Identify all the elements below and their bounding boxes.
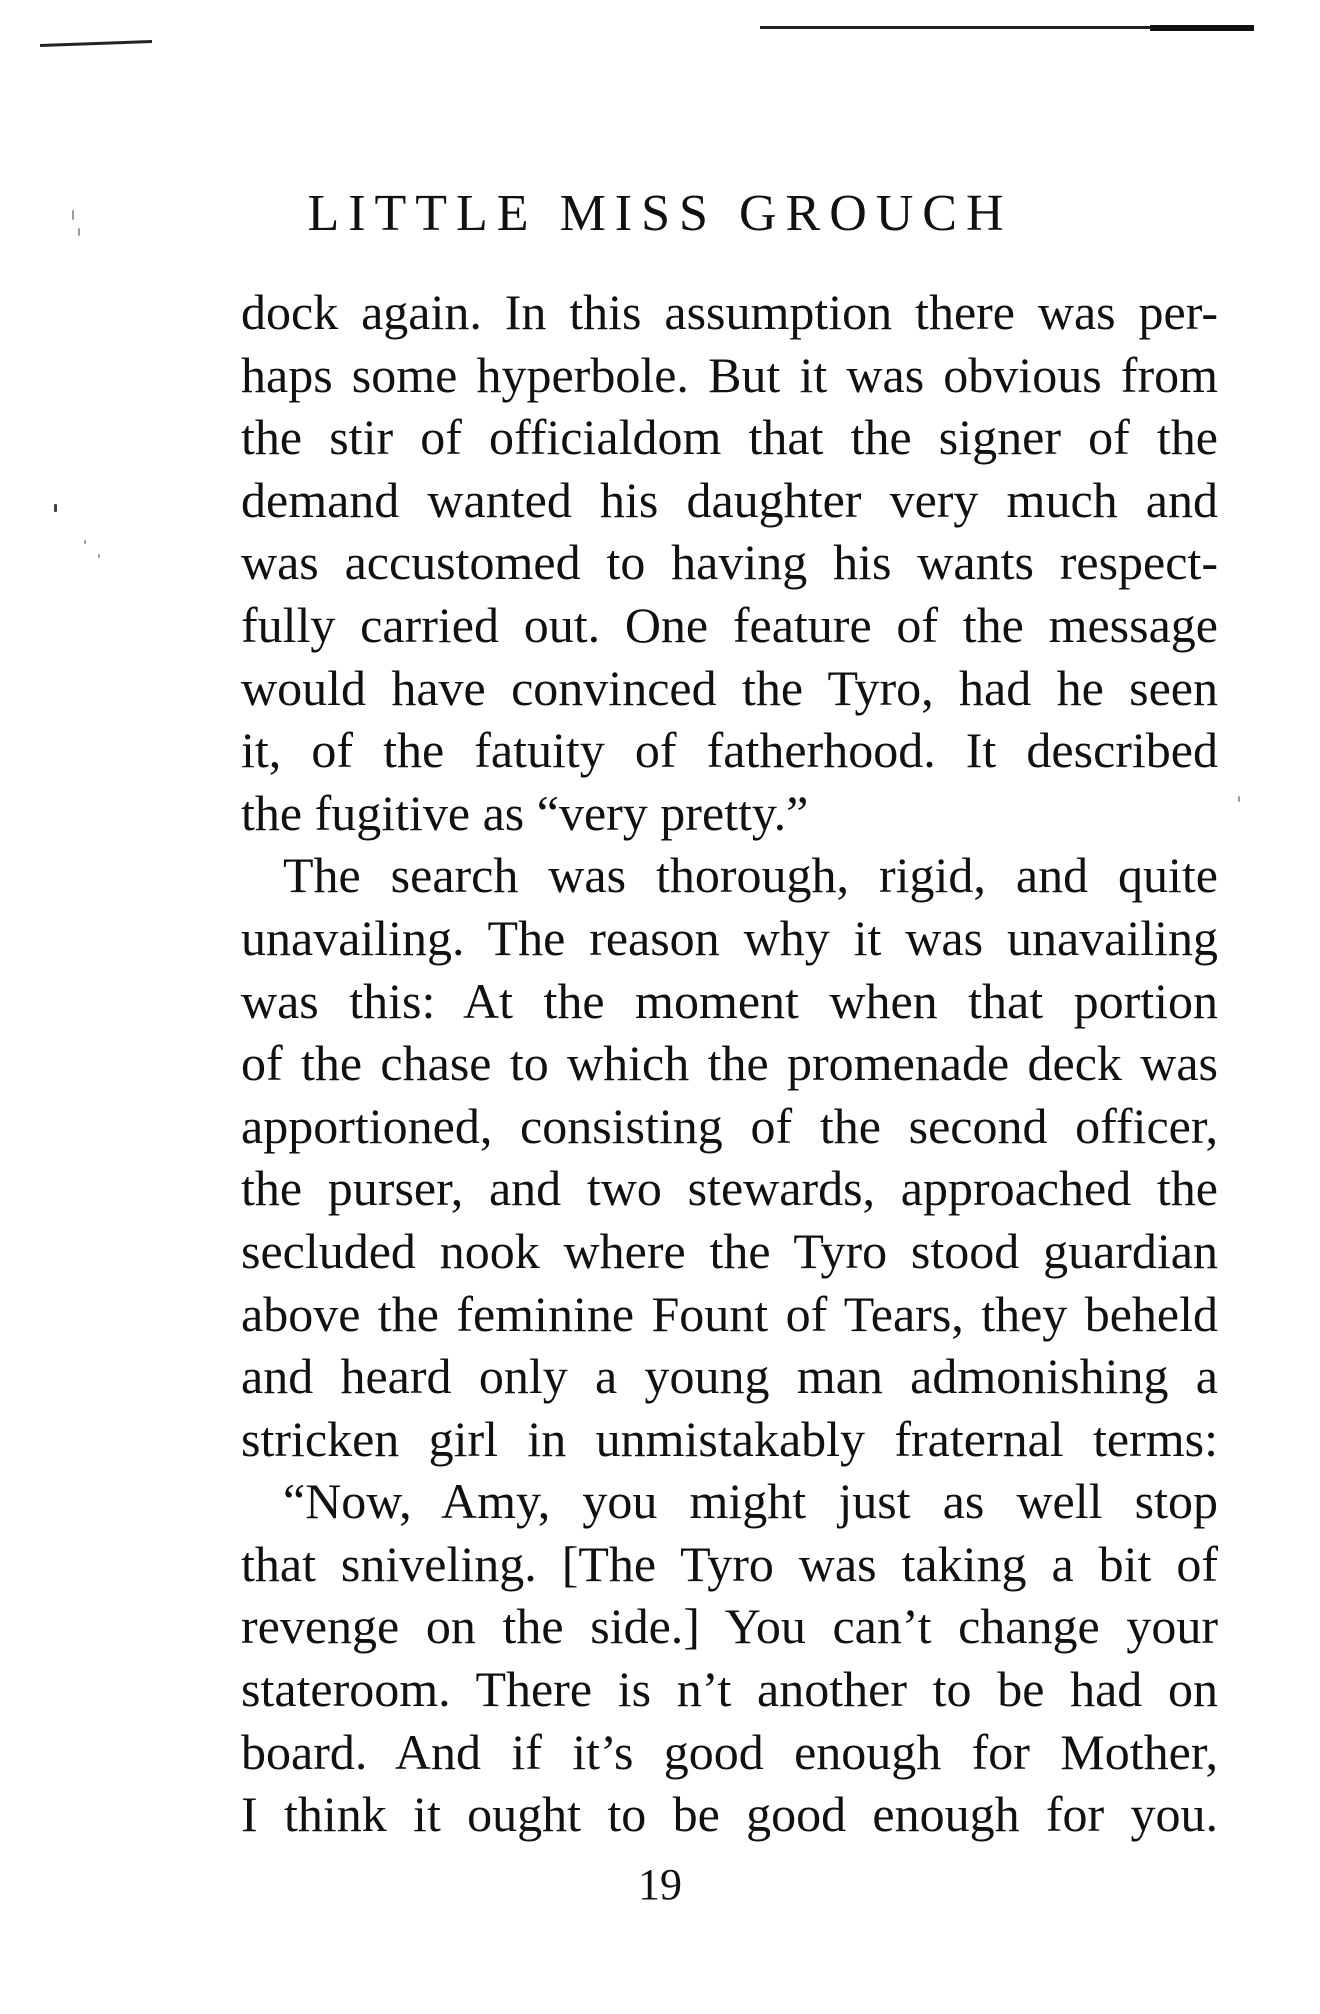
scan-speck	[98, 554, 100, 558]
text-line: above the feminine Fount of Tears, they beheld	[241, 1285, 1218, 1342]
page-number: 19	[638, 1860, 682, 1909]
text-line: stricken girl in unmistakably fraternal terms:	[241, 1410, 1218, 1467]
text-line: haps some hyperbole. But it was obvious from	[241, 346, 1218, 403]
text-line: and heard only a young man admonishing a	[241, 1348, 1218, 1405]
scan-speck	[84, 540, 86, 544]
text-line: fully carried out. One feature of the message	[241, 596, 1218, 653]
text-line: would have convinced the Tyro, had he seen	[241, 659, 1218, 716]
body-text	[241, 281, 1218, 1846]
text-line: it, of the fatuity of fatherhood. It described	[241, 722, 1218, 779]
scan-mark-left	[40, 40, 152, 47]
text-line: was accustomed to having his wants respect-	[241, 534, 1218, 591]
text-line: stateroom. There is n’t another to be had on	[241, 1661, 1218, 1718]
text-line: dock again. In this assumption there was per-	[241, 284, 1218, 340]
text-line: demand wanted his daughter very much and	[241, 471, 1218, 528]
text-line: the stir of officialdom that the signer of the	[241, 409, 1218, 466]
text-line: the purser, and two stewards, approached the	[241, 1160, 1218, 1217]
text-line: board. And if it’s good enough for Mother,	[241, 1723, 1218, 1780]
text-line: unavailing. The reason why it was unavailing	[241, 909, 1218, 966]
text-line: was this: At the moment when that portion	[241, 972, 1218, 1029]
text-line: “Now, Amy, you might just as well stop	[283, 1473, 1218, 1530]
scan-speck	[54, 504, 57, 512]
text-line: revenge on the side.] You can’t change your	[241, 1598, 1218, 1655]
running-head: LITTLE MISS GROUCH	[307, 185, 1013, 242]
text-line: secluded nook where the Tyro stood guardian	[241, 1222, 1218, 1279]
scan-speck	[1238, 796, 1240, 802]
scan-rule-top-thick	[1150, 25, 1254, 31]
text-line: I think it ought to be good enough for you.	[241, 1786, 1218, 1843]
text-line: of the chase to which the promenade deck was	[241, 1035, 1218, 1092]
text-line: that sniveling. [The Tyro was taking a bit of	[241, 1535, 1218, 1592]
text-line: The search was thorough, rigid, and quite	[283, 847, 1218, 904]
text-line: apportioned, consisting of the second officer,	[241, 1097, 1218, 1154]
text-line: the fugitive as “very pretty.”	[241, 784, 809, 841]
